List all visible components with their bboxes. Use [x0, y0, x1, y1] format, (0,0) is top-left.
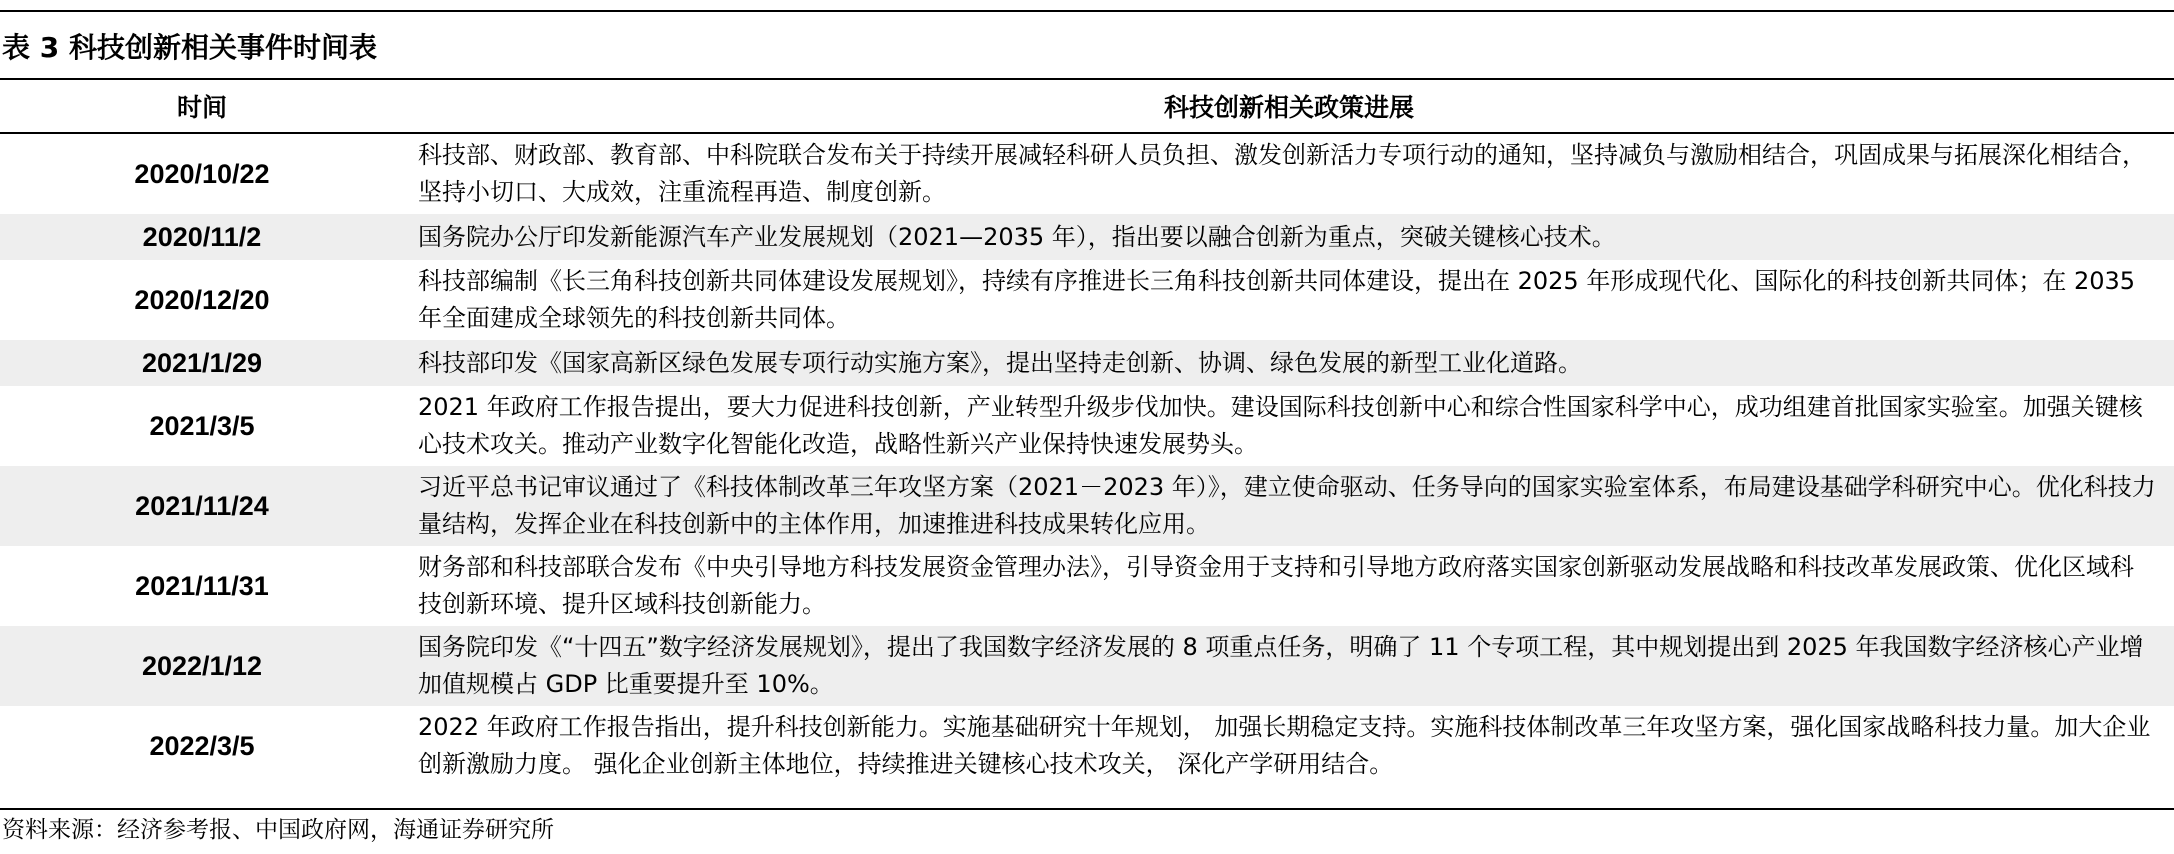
row-description: 国务院办公厅印发新能源汽车产业发展规划（2021—2035 年），指出要以融合创新为重点，突破关键核心技术。	[418, 222, 1616, 251]
table-row	[0, 546, 2174, 626]
bottom-rule	[0, 808, 2174, 810]
row-date: 2022/3/5	[149, 730, 255, 761]
table-title: 表 3 科技创新相关事件时间表	[2, 31, 377, 64]
row-date: 2020/11/2	[142, 221, 262, 252]
row-date: 2022/1/12	[141, 650, 263, 681]
table-row	[0, 340, 2174, 386]
table-row	[0, 626, 2174, 706]
table-body	[0, 134, 2174, 786]
table-row	[0, 134, 2174, 214]
row-description: 财务部和科技部联合发布《中央引导地方科技发展资金管理办法》，引导资金用于支持和引导地方政府落实国家创新驱动发展战略和科技改革发展政策、优化区域科技创新环境、提升区域科技创新能力。	[418, 553, 2134, 618]
row-description: 国务院印发《“十四五”数字经济发展规划》，提出了我国数字经济发展的 8 项重点任务，明确了 11 个专项工程，其中规划提出到 2025 年我国数字经济核心产业增加值规模占 GDP 比重要提升至 10%。	[418, 633, 2144, 698]
row-date: 2021/3/5	[149, 410, 255, 441]
row-description: 科技部、财政部、教育部、中科院联合发布关于持续开展减轻科研人员负担、激发创新活力专项行动的通知，坚持减负与激励相结合，巩固成果与拓展深化相结合，坚持小切口、大成效，注重流程再造、制度创新。	[418, 141, 2146, 206]
header-policy: 科技创新相关政策进展	[1163, 93, 1414, 122]
row-date: 2021/11/31	[135, 570, 269, 601]
row-date: 2021/11/24	[135, 490, 269, 521]
table-row	[0, 386, 2174, 466]
row-description: 2021 年政府工作报告提出，要大力促进科技创新，产业转型升级步伐加快。建设国际科技创新中心和综合性国家科学中心，成功组建首批国家实验室。加强关键核心技术攻关。推动产业数字化智能化改造，战略性新兴产业保持快速发展势头。	[418, 393, 2143, 458]
table-header-row	[0, 80, 2174, 132]
row-description: 习近平总书记审议通过了《科技体制改革三年攻坚方案（2021－2023 年）》，建立使命驱动、任务导向的国家实验室体系，布局建设基础学科研究中心。优化科技力量结构，发挥企业在科技创新中的主体作用，加速推进科技成果转化应用。	[418, 473, 2156, 538]
source-note: 资料来源：经济参考报、中国政府网，海通证券研究所	[2, 817, 554, 843]
table-row	[0, 706, 2174, 786]
row-date: 2020/12/20	[134, 284, 270, 315]
table-row	[0, 214, 2174, 260]
row-description: 科技部编制《长三角科技创新共同体建设发展规划》，持续有序推进长三角科技创新共同体建设，提出在 2025 年形成现代化、国际化的科技创新共同体；在 2035 年全面建成全球领先的科技创新共同体。	[418, 267, 2136, 332]
row-date: 2020/10/22	[134, 158, 270, 189]
table-row	[0, 466, 2174, 546]
row-description: 科技部印发《国家高新区绿色发展专项行动实施方案》，提出坚持走创新、协调、绿色发展的新型工业化道路。	[418, 348, 1582, 377]
table-row	[0, 260, 2174, 340]
row-description: 2022 年政府工作报告指出，提升科技创新能力。实施基础研究十年规划， 加强长期稳定支持。实施科技体制改革三年攻坚方案，强化国家战略科技力量。加大企业创新激励力度。 强化企业创新主体地位，持续推进关键核心技术攻关， 深化产学研用结合。	[418, 713, 2151, 778]
header-time: 时间	[176, 93, 227, 122]
top-rule	[0, 10, 2174, 12]
row-date: 2021/1/29	[141, 347, 263, 378]
